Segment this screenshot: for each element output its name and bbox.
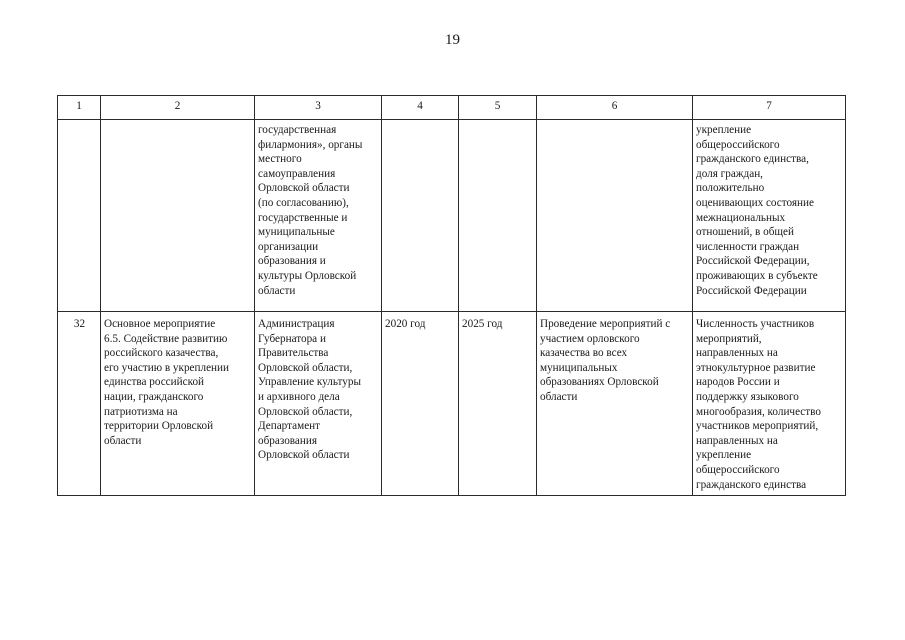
measure-cell [101, 120, 255, 312]
indicators-cell: Численность участников мероприятий, направленных на этнокультурное развитие народов России и поддержку языкового многообразия, количество участников мероприятий, направленных на укрепление общероссийского гражданского единства [693, 312, 846, 496]
table-row [58, 312, 846, 496]
row-number-cell [58, 120, 101, 312]
page-number: 19 [445, 32, 460, 48]
column-number-2: 2 [101, 96, 255, 120]
column-number-5: 5 [459, 96, 537, 120]
column-number-6: 6 [537, 96, 693, 120]
column-number-row [58, 96, 846, 120]
executors-cell: государственная филармония», органы местного самоуправления Орловской области (по согласованию), государственные и муниципальные организации образования и культуры Орловской области [255, 120, 382, 312]
program-measures-table [57, 95, 846, 496]
column-number-3: 3 [255, 96, 382, 120]
row-number-cell: 32 [58, 312, 101, 496]
start-year-cell: 2020 год [382, 312, 459, 496]
table-row [58, 120, 846, 312]
end-year-cell: 2025 год [459, 312, 537, 496]
expected-result-cell: Проведение мероприятий с участием орловского казачества во всех муниципальных образованиях Орловской области [537, 312, 693, 496]
end-year-cell [459, 120, 537, 312]
column-number-4: 4 [382, 96, 459, 120]
indicators-cell: укрепление общероссийского гражданского единства, доля граждан, положительно оценивающих состояние межнациональных отношений, в общей численности граждан Российской Федерации, проживающих в субъекте Российской Федерации [693, 120, 846, 312]
column-number-1: 1 [58, 96, 101, 120]
executors-cell: Администрация Губернатора и Правительства Орловской области, Управление культуры и архивного дела Орловской области, Департамент образования Орловской области [255, 312, 382, 496]
expected-result-cell [537, 120, 693, 312]
column-number-7: 7 [693, 96, 846, 120]
measure-cell: Основное мероприятие 6.5. Содействие развитию российского казачества, его участию в укреплении единства российской нации, гражданского патриотизма на территории Орловской области [101, 312, 255, 496]
start-year-cell [382, 120, 459, 312]
